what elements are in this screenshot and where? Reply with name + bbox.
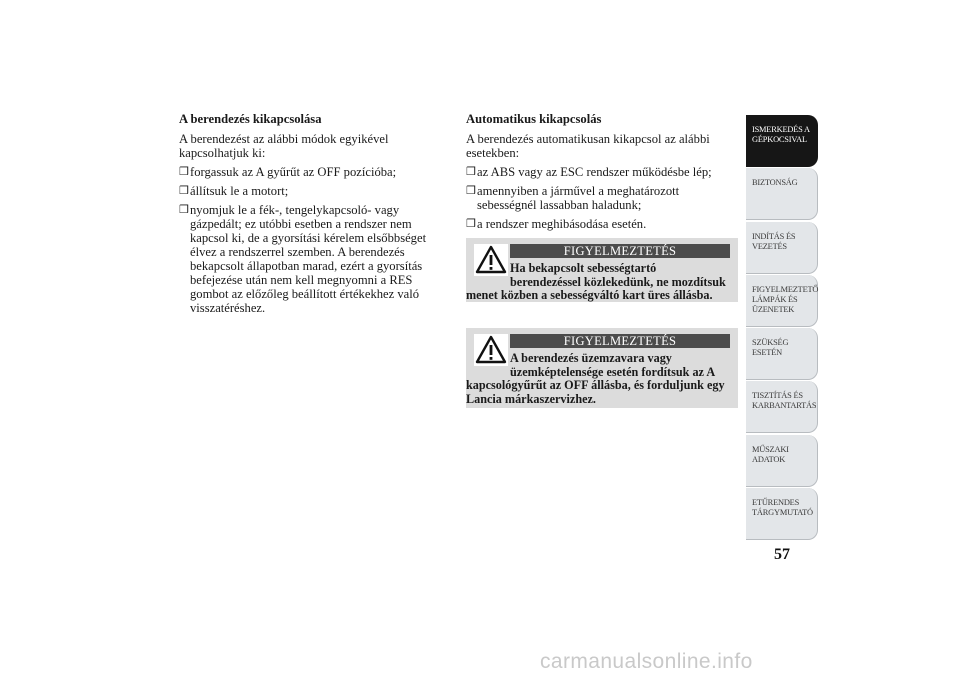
intro-paragraph: A berendezést az alábbi módok egyikével kapcsolhatjuk ki: — [179, 132, 389, 160]
watermark: carmanualsonline.info — [540, 650, 753, 673]
checkbox-bullet-icon: ❒ — [179, 204, 189, 216]
left-column — [179, 112, 451, 320]
page-number: 57 — [774, 546, 790, 563]
checkbox-bullet-icon: ❒ — [466, 166, 476, 178]
warning-triangle-icon — [474, 334, 508, 366]
tab-safety[interactable]: BIZTONSÁG — [746, 168, 818, 220]
section-heading-auto-off: Automatikus kikapcsolás — [466, 112, 602, 126]
checkbox-bullet-icon: ❒ — [179, 185, 189, 197]
tab-index[interactable]: ETŰRENDES TÁRGYMUTATÓ — [746, 488, 818, 540]
tab-maintenance[interactable]: TISZTÍTÁS ÉS KARBANTARTÁS — [746, 381, 818, 433]
list-item: ❒ a rendszer meghibásodása esetén. — [466, 217, 647, 231]
tab-technical-data[interactable]: MŰSZAKI ADATOK — [746, 435, 818, 487]
warning-box — [466, 328, 738, 408]
warning-title: FIGYELMEZTETÉS — [510, 244, 730, 258]
section-heading-switch-off: A berendezés kikapcsolása — [179, 112, 322, 126]
warning-text: Ha bekapcsolt sebességtartó berendezéssel közlekedünk, ne mozdítsuk menet közben a sebességváltó kart üres állásba. — [466, 261, 726, 302]
auto-off-list — [466, 165, 738, 231]
tab-warning-lights[interactable]: FIGYELMEZTETŐ LÁMPÁK ÉS ÜZENETEK — [746, 275, 818, 327]
right-column — [466, 112, 738, 236]
warning-text: A berendezés üzemzavara vagy üzemképtelensége esetén fordítsuk az A kapcsológyűrűt az OFF állásba, és forduljunk egy Lancia márkaszervizhez. — [466, 351, 725, 406]
tab-starting-driving[interactable]: INDÍTÁS ÉS VEZETÉS — [746, 222, 818, 274]
warning-box — [466, 238, 738, 302]
warning-triangle-icon — [474, 244, 508, 276]
checkbox-bullet-icon: ❒ — [179, 166, 189, 178]
switch-off-list — [179, 165, 451, 315]
list-item: ❒ forgassuk az A gyűrűt az OFF pozícióba; — [179, 165, 397, 179]
checkbox-bullet-icon: ❒ — [466, 218, 476, 230]
list-item: ❒ amennyiben a járművel a meghatározott sebességnél lassabban haladunk; — [466, 184, 680, 212]
list-item: ❒ az ABS vagy az ESC rendszer működésbe lép; — [466, 165, 712, 179]
tab-emergency[interactable]: SZÜKSÉG ESETÉN — [746, 328, 818, 380]
checkbox-bullet-icon: ❒ — [466, 185, 476, 197]
list-item: ❒ nyomjuk le a fék-, tengelykapcsoló- vagy gázpedált; ez utóbbi esetben a rendszer nem kapcsol ki, de a gyorsítási kérelem elsőbbséget élvez a rendszerrel szemben. A berendezés bekapcsolt állapotban marad, ezért a gyorsítás befejezése után nem kell megnyomni a RES gombot az előzőleg beállított értékekhez való visszatéréshez. — [179, 203, 427, 315]
list-item: ❒ állítsuk le a motort; — [179, 184, 289, 198]
chapter-tabs — [746, 115, 818, 541]
tab-getting-to-know[interactable]: ISMERKEDÉS A GÉPKOCSIVAL — [746, 115, 818, 167]
warning-title: FIGYELMEZTETÉS — [510, 334, 730, 348]
intro-paragraph: A berendezés automatikusan kikapcsol az alábbi esetekben: — [466, 132, 710, 160]
